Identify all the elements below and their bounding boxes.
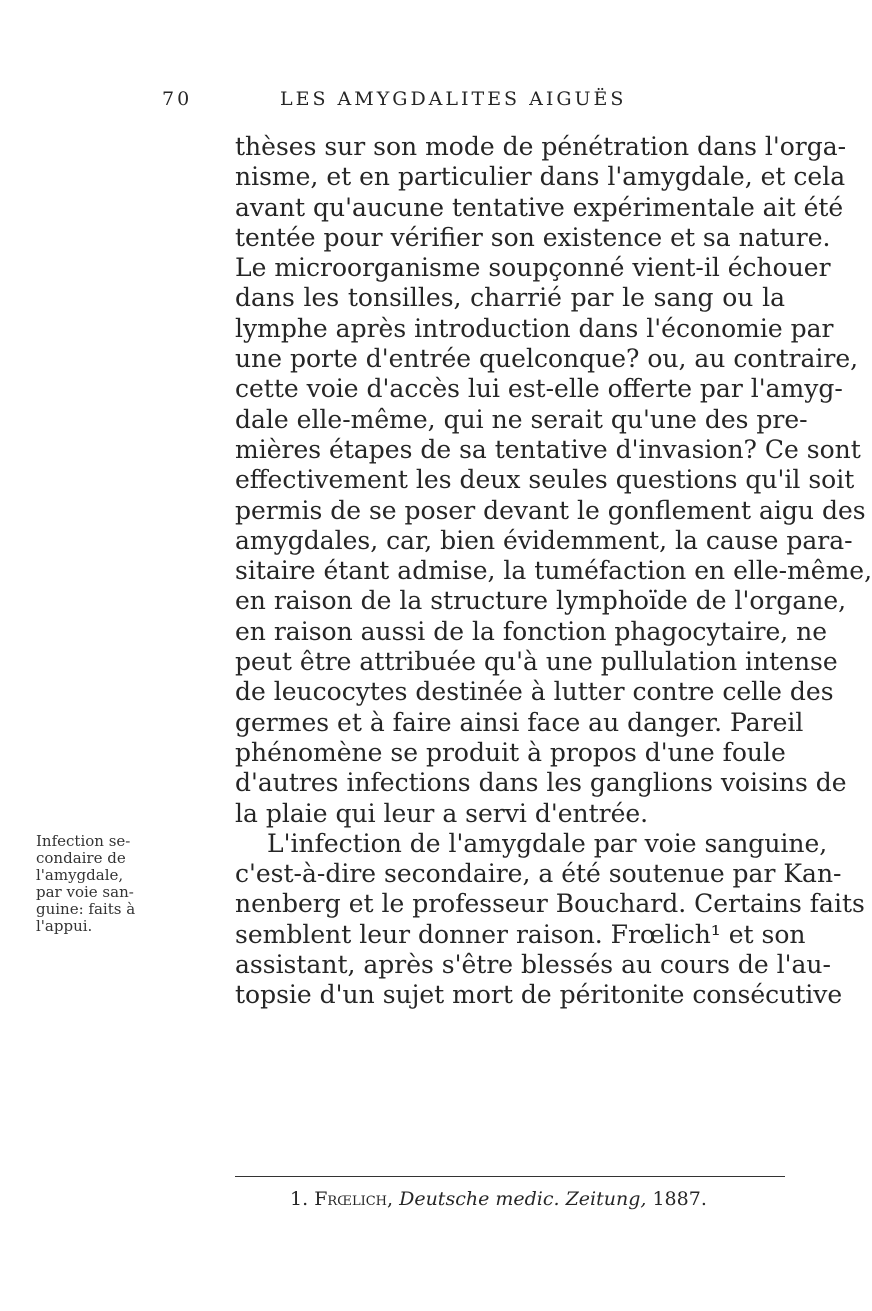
text-line: amygdales, car, bien évidemment, la cause para-: [235, 525, 853, 555]
footnote: [290, 1188, 707, 1210]
text-line: Le microorganisme soupçonné vient-il échouer: [235, 253, 831, 283]
margin-note-line: condaire de: [36, 849, 126, 867]
text-line: la plaie qui leur a servi d'entrée.: [235, 798, 649, 828]
text-line: avant qu'aucune tentative expérimentale ait été: [235, 192, 844, 222]
text-line: c'est-à-dire secondaire, a été soutenue par Kan-: [235, 859, 842, 889]
text-line: en raison aussi de la fonction phagocytaire, ne: [235, 616, 828, 646]
page-number: 70: [162, 88, 193, 110]
text-line: en raison de la structure lymphoïde de l'organe,: [235, 586, 847, 616]
text-line: nisme, et en particulier dans l'amygdale, et cela: [235, 162, 846, 192]
text-line: assistant, après s'être blessés au cours de l'au-: [235, 950, 831, 980]
text-line: lymphe après introduction dans l'économie par: [235, 313, 834, 343]
body-text: [235, 132, 872, 1011]
text-line: dale elle-même, qui ne serait qu'une des pre-: [235, 404, 808, 434]
margin-note-line: Infection se-: [36, 832, 131, 850]
text-line: thèses sur son mode de pénétration dans l'orga-: [235, 132, 847, 161]
text-line: mières étapes de sa tentative d'invasion? Ce sont: [235, 434, 861, 464]
footnote-author: Frœlich,: [314, 1188, 394, 1210]
text-line: germes et à faire ainsi face au danger. Pareil: [235, 707, 804, 737]
running-title: LES AMYGDALITES AIGUËS: [280, 88, 627, 110]
text-line: cette voie d'accès lui est-elle offerte par l'amyg-: [235, 374, 843, 404]
margin-note-line: guine: faits à: [36, 900, 136, 918]
text-line: sitaire étant admise, la tuméfaction en elle-même,: [235, 556, 872, 586]
text-line: tentée pour vérifier son existence et sa nature.: [235, 222, 831, 252]
footnote-year: 1887.: [652, 1188, 707, 1210]
text-line: effectivement les deux seules questions qu'il soit: [235, 465, 855, 495]
text-line: dans les tonsilles, charrié par le sang ou la: [235, 283, 785, 313]
footnote-number: 1.: [290, 1188, 309, 1210]
text-line: une porte d'entrée quelconque? ou, au contraire,: [235, 344, 859, 374]
margin-note-line: l'amygdale,: [36, 866, 124, 884]
footnote-rule: [235, 1176, 785, 1177]
text-line: topsie d'un sujet mort de péritonite consécutive: [235, 980, 843, 1010]
footnote-journal: Deutsche medic. Zeitung,: [399, 1188, 647, 1210]
margin-note-line: par voie san-: [36, 883, 134, 901]
text-line: phénomène se produit à propos d'une foule: [235, 737, 786, 767]
text-line: de leucocytes destinée à lutter contre celle des: [235, 677, 834, 707]
margin-note-line: l'appui.: [36, 917, 93, 935]
text-line: permis de se poser devant le gonflement aigu des: [235, 495, 866, 525]
text-line: d'autres infections dans les ganglions voisins de: [235, 768, 847, 798]
text-line: peut être attribuée qu'à une pullulation intense: [235, 647, 838, 677]
text-line: semblent leur donner raison. Frœlich¹ et son: [235, 919, 806, 949]
text-line: nenberg et le professeur Bouchard. Certains faits: [235, 889, 865, 919]
text-line: L'infection de l'amygdale par voie sanguine,: [267, 828, 828, 858]
margin-note: [36, 833, 166, 935]
